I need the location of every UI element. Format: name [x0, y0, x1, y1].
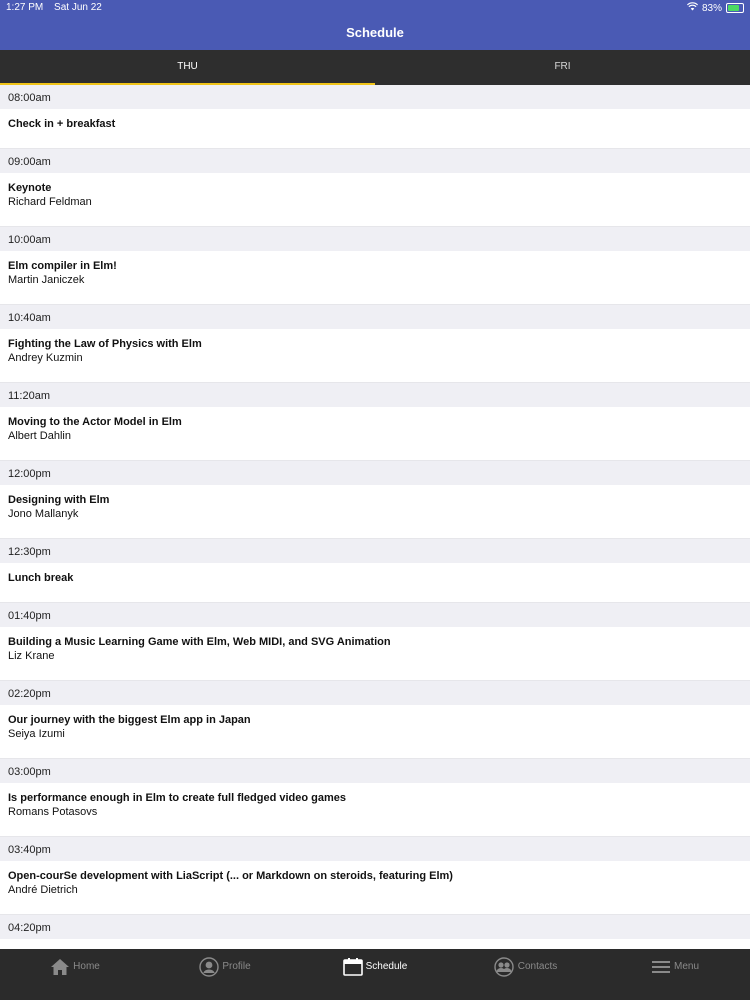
session-title: Building a Music Learning Game with Elm, Web MIDI, and SVG Animation [8, 636, 391, 648]
session-title: Keynote [8, 182, 52, 194]
nav-profile[interactable] [150, 949, 300, 1000]
calendar-icon [343, 958, 363, 976]
nav-menu[interactable] [600, 949, 750, 1000]
status-date: Sat Jun 22 [54, 2, 102, 13]
profile-icon [199, 957, 219, 977]
nav-label: Schedule [365, 961, 408, 972]
session-title: Moving to the Actor Model in Elm [8, 416, 182, 428]
menu-icon [651, 960, 671, 974]
nav-label: Profile [222, 961, 251, 972]
session-speaker: André Dietrich [8, 884, 78, 896]
session-item[interactable] [0, 485, 750, 539]
time-header: 03:40pm [0, 837, 750, 861]
time-header: 08:00am [0, 85, 750, 109]
time-header: 10:00am [0, 227, 750, 251]
session-title: Is performance enough in Elm to create full fledged video games [8, 792, 347, 804]
session-speaker: Romans Potasovs [8, 806, 98, 818]
time-header: 02:20pm [0, 681, 750, 705]
time-header: 12:00pm [0, 461, 750, 485]
wifi-icon [687, 2, 698, 14]
session-title: Fighting the Law of Physics with Elm [8, 338, 202, 350]
time-header: 11:20am [0, 383, 750, 407]
session-item[interactable] [0, 407, 750, 461]
tab-fri[interactable]: FRI [554, 61, 571, 72]
session-speaker: Andrey Kuzmin [8, 352, 83, 364]
session-speaker: Albert Dahlin [8, 430, 71, 442]
session-speaker: Liz Krane [8, 650, 55, 662]
page-title: Schedule [0, 16, 750, 50]
session-speaker: Martin Janiczek [8, 274, 85, 286]
time-header: 10:40am [0, 305, 750, 329]
nav-label: Contacts [517, 961, 558, 972]
session-item[interactable] [0, 109, 750, 149]
bottom-nav [0, 949, 750, 1000]
nav-home[interactable] [0, 949, 150, 1000]
session-item[interactable] [0, 251, 750, 305]
session-title: Open-courSe development with LiaScript (... or Markdown on steroids, featuring Elm) [8, 870, 453, 882]
nav-label: Menu [673, 961, 699, 972]
tab-thu[interactable]: THU [0, 50, 375, 85]
day-tabs [0, 50, 750, 85]
time-header: 03:00pm [0, 759, 750, 783]
status-time: 1:27 PM [6, 2, 44, 13]
session-item[interactable] [0, 705, 750, 759]
nav-schedule[interactable] [300, 949, 450, 1000]
battery-fill [728, 5, 739, 11]
session-item[interactable] [0, 627, 750, 681]
session-speaker: Richard Feldman [8, 196, 92, 208]
session-item[interactable] [0, 783, 750, 837]
session-title: Designing with Elm [8, 494, 110, 506]
time-header: 09:00am [0, 149, 750, 173]
battery-icon [726, 3, 744, 13]
battery-percent: 83% [701, 2, 722, 14]
status-bar [0, 0, 750, 16]
session-item[interactable] [0, 563, 750, 603]
session-title: Elm compiler in Elm! [8, 260, 117, 272]
session-title: Check in + breakfast [8, 118, 116, 130]
nav-label: Home [73, 961, 100, 972]
session-item[interactable] [0, 861, 750, 915]
schedule-list[interactable] [0, 85, 750, 949]
home-icon [50, 958, 70, 976]
session-speaker: Jono Mallanyk [8, 508, 79, 520]
time-header: 04:20pm [0, 915, 750, 939]
time-header: 12:30pm [0, 539, 750, 563]
session-speaker: Seiya Izumi [8, 728, 65, 740]
time-header: 01:40pm [0, 603, 750, 627]
session-title: Our journey with the biggest Elm app in Japan [8, 714, 251, 726]
session-title: Lunch break [8, 572, 74, 584]
nav-contacts[interactable] [450, 949, 600, 1000]
contacts-icon [493, 957, 515, 977]
session-item[interactable] [0, 329, 750, 383]
session-item[interactable] [0, 173, 750, 227]
